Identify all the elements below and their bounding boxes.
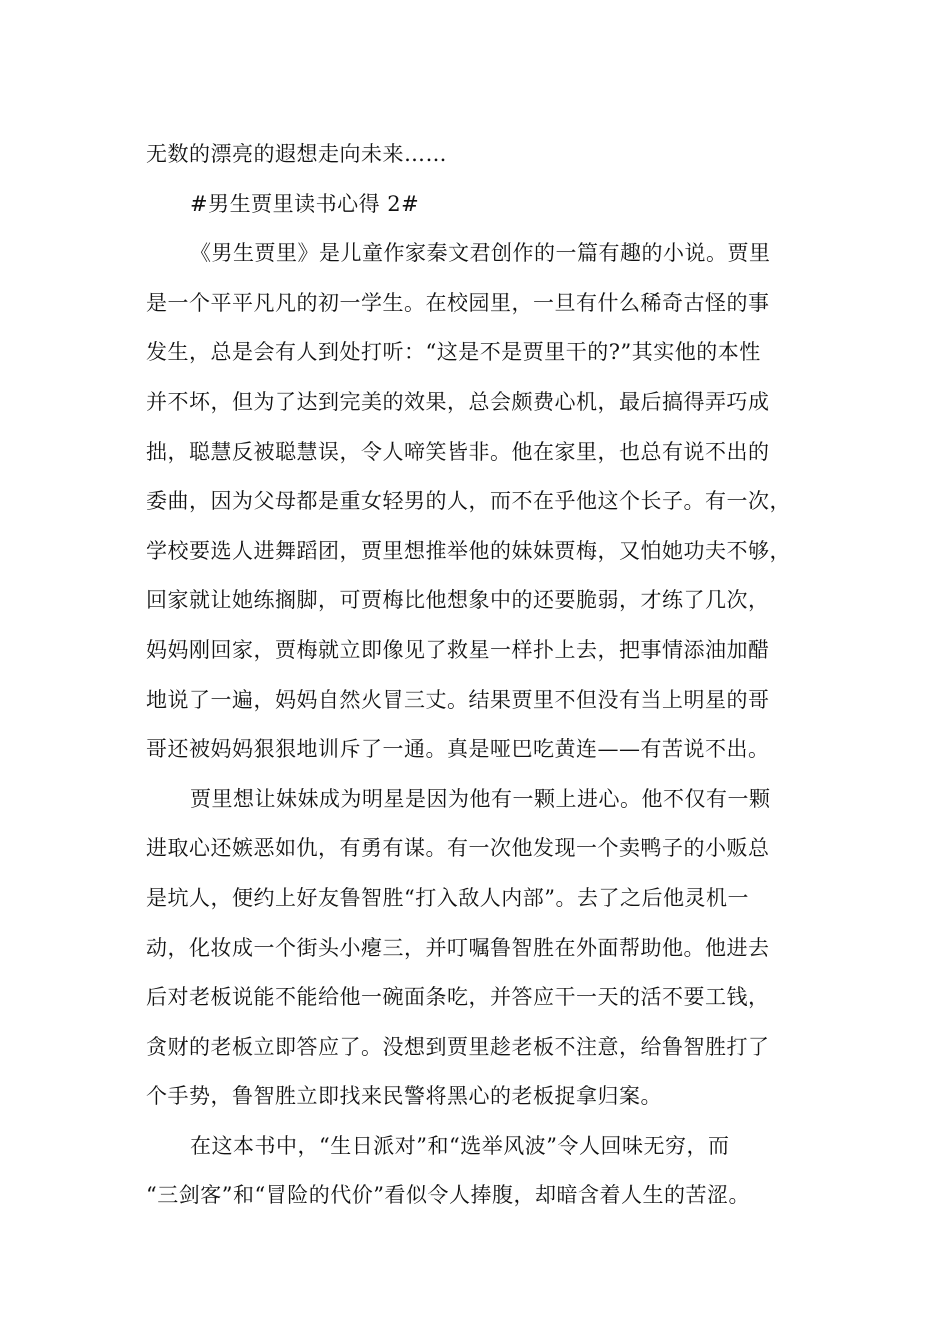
text-line: “三剑客”和“冒险的代价”看似令人捧腹，却暗含着人生的苦涩。 — [146, 1183, 750, 1208]
text-line: 进取心还嫉恶如仇，有勇有谋。有一次他发现一个卖鸭子的小贩总 — [146, 836, 770, 861]
text-line: 无数的漂亮的遐想走向未来…… — [146, 142, 447, 166]
text-line: 贪财的老板立即答应了。没想到贾里趁老板不注意，给鲁智胜打了 — [146, 1034, 770, 1059]
text-line: 委曲，因为父母都是重女轻男的人，而不在乎他这个长子。有一次， — [146, 489, 791, 514]
text-line: 是坑人，便约上好友鲁智胜“打入敌人内部”。去了之后他灵机一 — [146, 885, 749, 910]
text-line: 动，化妆成一个街头小瘪三，并叮嘱鲁智胜在外面帮助他。他进去 — [146, 935, 770, 960]
section-heading: #男生贾里读书心得 2# — [190, 191, 420, 216]
text-line: 并不坏，但为了达到完美的效果，总会颇费心机，最后搞得弄巧成 — [146, 389, 770, 414]
text-line: 个手势，鲁智胜立即找来民警将黑心的老板捉拿归案。 — [146, 1084, 662, 1109]
document-body — [146, 130, 816, 1221]
text-line: 后对老板说能不能给他一碗面条吃，并答应干一天的活不要工钱， — [146, 985, 770, 1010]
text-line: 在这本书中，“生日派对”和“选举风波”令人回味无穷，而 — [190, 1133, 730, 1158]
text-line: 回家就让她练搁脚，可贾梅比他想象中的还要脆弱，才练了几次， — [146, 588, 770, 613]
text-line: 发生，总是会有人到处打听：“这是不是贾里干的?”其实他的本性 — [146, 340, 761, 365]
text-line: 拙，聪慧反被聪慧误，令人啼笑皆非。他在家里，也总有说不出的 — [146, 439, 770, 464]
text-line: 地说了一遍，妈妈自然火冒三丈。结果贾里不但没有当上明星的哥 — [146, 687, 770, 712]
text-line: 贾里想让妹妹成为明星是因为他有一颗上进心。他不仅有一颗 — [190, 786, 771, 811]
text-line: 妈妈刚回家，贾梅就立即像见了救星一样扑上去，把事情添油加醋 — [146, 637, 770, 662]
text-line: 哥还被妈妈狠狠地训斥了一通。真是哑巴吃黄连——有苦说不出。 — [146, 737, 770, 762]
text-line: 是一个平平凡凡的初一学生。在校园里，一旦有什么稀奇古怪的事 — [146, 290, 770, 315]
text-line: 学校要选人进舞蹈团，贾里想推举他的妹妹贾梅，又怕她功夫不够， — [146, 538, 791, 563]
text-line: 《男生贾里》是儿童作家秦文君创作的一篇有趣的小说。贾里 — [190, 241, 771, 266]
